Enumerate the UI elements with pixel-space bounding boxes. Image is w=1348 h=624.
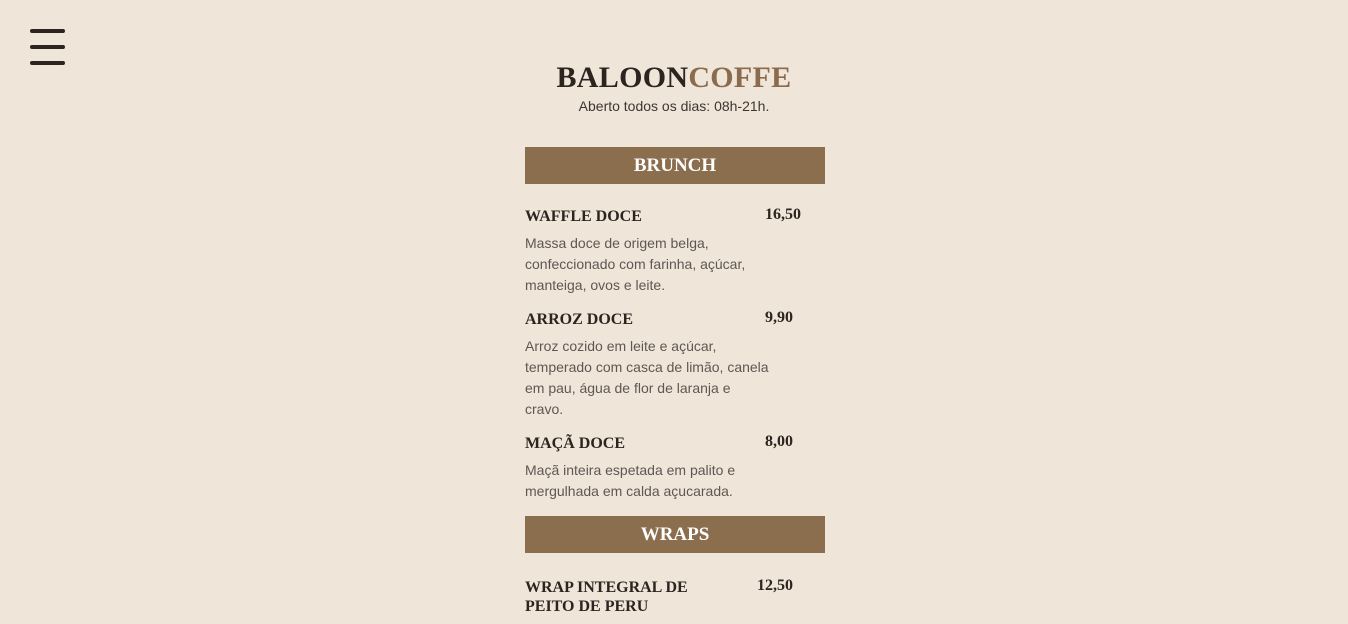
section-header-brunch: BRUNCH — [525, 147, 825, 184]
menu-item-price: 16,50 — [765, 206, 801, 223]
menu-item-name: MAÇÃ DOCE — [525, 435, 625, 452]
menu-item-description: Maçã inteira espetada em palito e mergulhada em calda açucarada. — [525, 462, 736, 499]
menu-item — [525, 310, 825, 420]
brand-name-accent: COFFE — [688, 61, 792, 94]
section-header-wraps: WRAPS — [525, 516, 825, 553]
menu-item — [525, 578, 825, 616]
brand-name-primary: BALOON — [556, 61, 689, 94]
brunch-items — [525, 184, 825, 502]
wraps-items — [525, 553, 825, 616]
menu-item-description: Massa doce de origem belga, confeccionado com farinha, açúcar, manteiga, ovos e leite. — [525, 235, 746, 293]
menu-item-price: 9,90 — [765, 309, 793, 326]
page-header — [0, 60, 1348, 115]
menu-item-name: WAFFLE DOCE — [525, 208, 642, 225]
hamburger-bar — [30, 29, 65, 33]
hamburger-bar — [30, 45, 65, 49]
menu-item-price: 12,50 — [757, 577, 793, 594]
menu-item-price: 8,00 — [765, 433, 793, 450]
menu-item-description: Arroz cozido em leite e açúcar, temperado com casca de limão, canela em pau, água de flor de laranja e cravo. — [525, 338, 769, 417]
opening-hours: Aberto todos os dias: 08h-21h. — [578, 98, 770, 114]
menu-item-name: ARROZ DOCE — [525, 311, 634, 328]
brand-logo — [0, 60, 1348, 96]
menu-item — [525, 207, 825, 296]
menu-list — [525, 147, 825, 624]
menu-item-name: WRAP INTEGRAL DE PEITO DE PERU — [525, 579, 688, 615]
menu-item — [525, 434, 825, 502]
